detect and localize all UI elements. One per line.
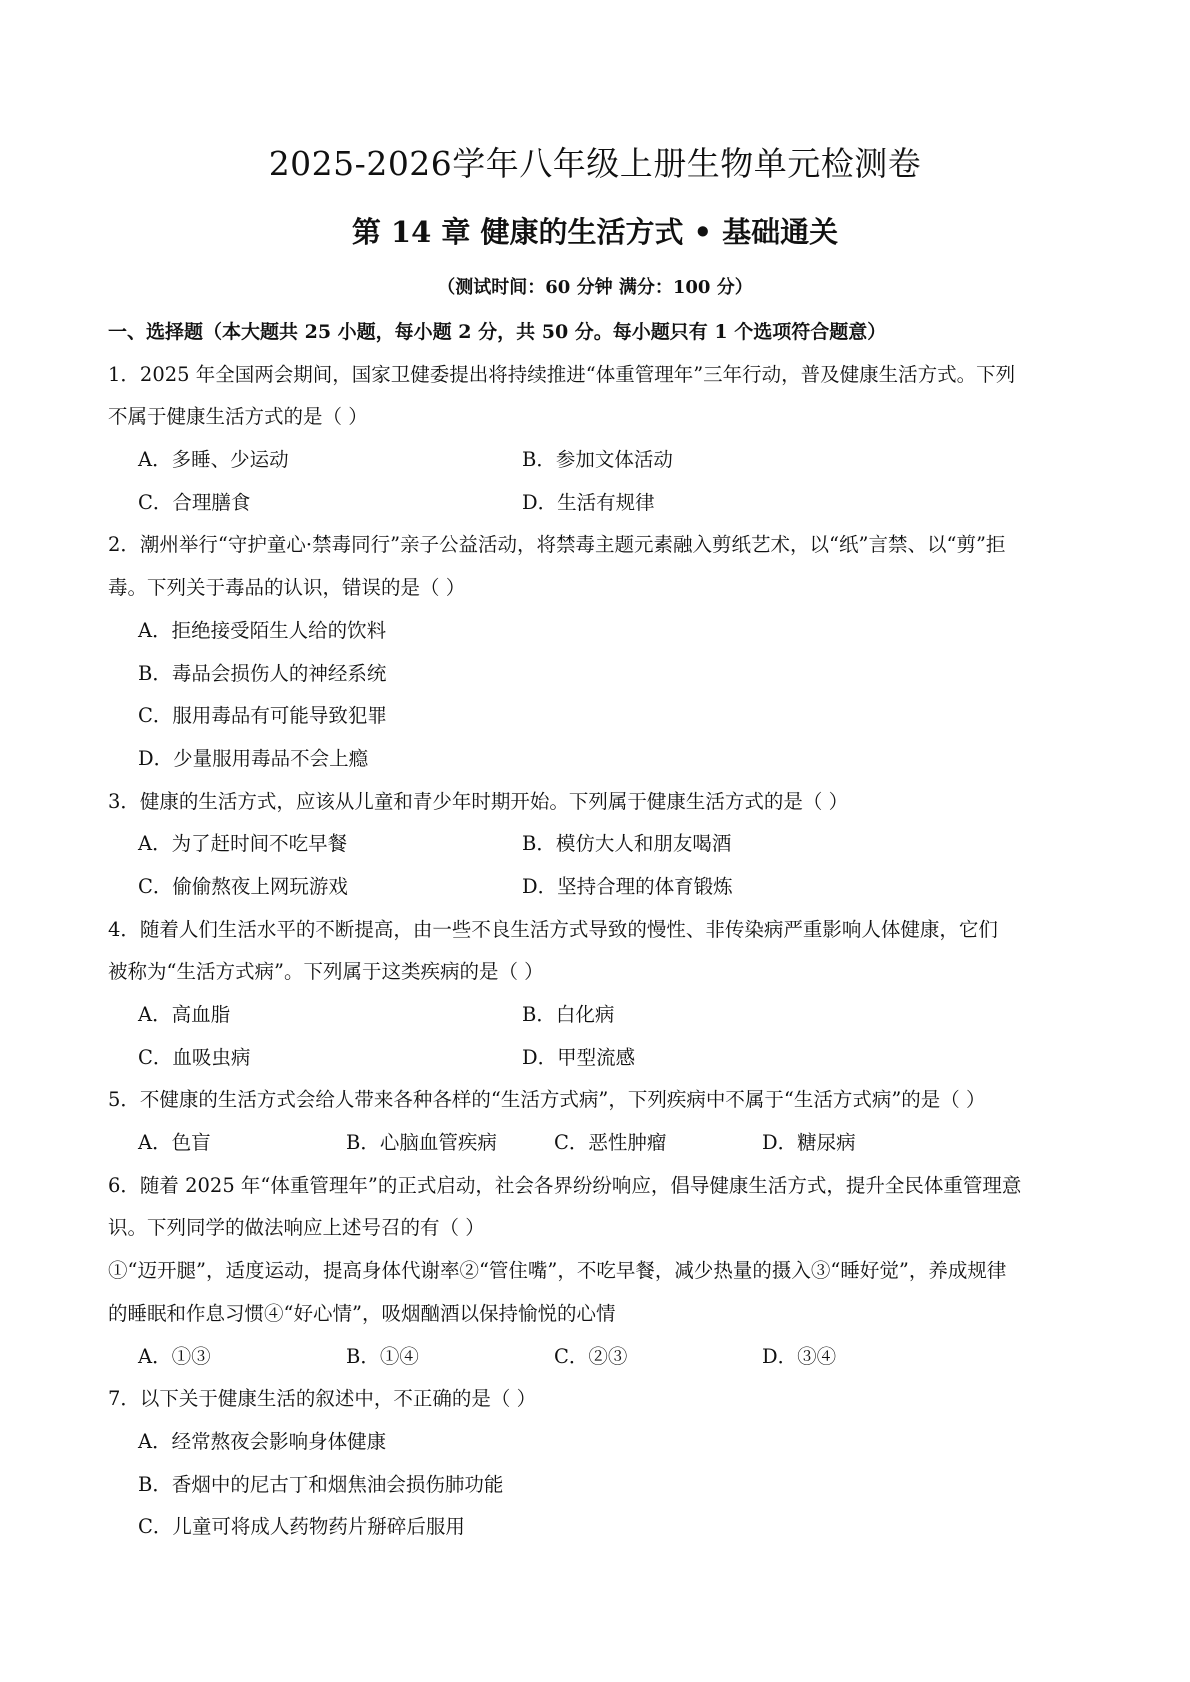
question-text: ①“迈开腿”，适度运动，提高身体代谢率②“管住嘴”，不吃早餐，减少热量的摄入③“睡好觉”，养成规律	[108, 1259, 1007, 1283]
question-text: 5．不健康的生活方式会给人带来各种各样的“生活方式病”，下列疾病中不属于“生活方式病”的是（ ）	[108, 1088, 986, 1112]
options-row	[108, 823, 1080, 866]
question-text: 不属于健康生活方式的是（ ）	[108, 405, 368, 429]
option-a[interactable]: A．拒绝接受陌生人给的饮料	[138, 618, 387, 642]
option-d[interactable]: D．甲型流感	[522, 1045, 636, 1069]
option-a[interactable]: A．为了赶时间不吃早餐	[138, 832, 348, 856]
option-c[interactable]: C．血吸虫病	[138, 1045, 251, 1069]
question-4	[108, 909, 1080, 1080]
question-list	[108, 311, 1080, 1549]
option-d[interactable]: D．糖尿病	[762, 1131, 856, 1155]
question-3	[108, 781, 1080, 909]
question-text: 3．健康的生活方式，应该从儿童和青少年时期开始。下列属于健康生活方式的是（ ）	[108, 789, 849, 813]
question-text: 毒。下列关于毒品的认识，错误的是（ ）	[108, 576, 466, 600]
section-heading: 一、选择题（本大题共 25 小题，每小题 2 分，共 50 分。每小题只有 1 个选项符合题意）	[108, 321, 887, 343]
question-5	[108, 1079, 1080, 1164]
options-row	[108, 1122, 1080, 1165]
question-text: 2．潮州举行“守护童心·禁毒同行”亲子公益活动，将禁毒主题元素融入剪纸艺术，以“纸”言禁、以“剪”拒	[108, 533, 1006, 557]
options-row	[108, 1336, 1080, 1379]
question-6	[108, 1165, 1080, 1378]
options-row	[108, 1037, 1080, 1080]
options-row	[108, 866, 1080, 909]
option-a[interactable]: A．高血脂	[138, 1003, 231, 1026]
option-c[interactable]: C．服用毒品有可能导致犯罪	[138, 704, 387, 728]
option-c[interactable]: C．合理膳食	[138, 490, 251, 514]
option-b[interactable]: B．模仿大人和朋友喝酒	[522, 832, 732, 856]
option-c[interactable]: C．儿童可将成人药物药片掰碎后服用	[138, 1515, 465, 1539]
chapter-subtitle: 第 14 章 健康的生活方式 • 基础通关	[351, 215, 839, 249]
test-info: （测试时间：60 分钟 满分：100 分）	[437, 277, 753, 298]
question-text: 6．随着 2025 年“体重管理年”的正式启动，社会各界纷纷响应，倡导健康生活方式，提升全民体重管理意	[108, 1173, 1022, 1197]
question-text: 被称为“生活方式病”。下列属于这类疾病的是（ ）	[108, 960, 544, 984]
option-a[interactable]: A．①③	[138, 1344, 211, 1368]
options-row	[108, 482, 1080, 525]
options-row	[108, 994, 1080, 1037]
question-7	[108, 1378, 1080, 1549]
option-a[interactable]: A．色盲	[138, 1131, 211, 1155]
option-b[interactable]: B．心脑血管疾病	[346, 1131, 497, 1155]
option-b[interactable]: B．白化病	[522, 1003, 615, 1026]
option-b[interactable]: B．香烟中的尼古丁和烟焦油会损伤肺功能	[138, 1472, 504, 1496]
option-d[interactable]: D．③④	[762, 1344, 837, 1368]
question-1	[108, 354, 1080, 525]
option-c[interactable]: C．恶性肿瘤	[554, 1131, 667, 1155]
question-text: 识。下列同学的做法响应上述号召的有（ ）	[108, 1216, 485, 1240]
option-d[interactable]: D．坚持合理的体育锻炼	[522, 874, 733, 898]
exam-title: 2025-2026学年八年级上册生物单元检测卷	[268, 144, 922, 183]
option-c[interactable]: C．偷偷熬夜上网玩游戏	[138, 874, 348, 898]
question-text: 7．以下关于健康生活的叙述中，不正确的是（ ）	[108, 1387, 537, 1411]
option-d[interactable]: D．生活有规律	[522, 490, 655, 514]
option-c[interactable]: C．②③	[554, 1344, 628, 1368]
question-text: 的睡眠和作息习惯④“好心情”，吸烟酗酒以保持愉悦的心情	[108, 1301, 616, 1325]
option-b[interactable]: B．毒品会损伤人的神经系统	[138, 661, 387, 685]
question-2	[108, 524, 1080, 780]
question-text: 4．随着人们生活水平的不断提高，由一些不良生活方式导致的慢性、非传染病严重影响人体健康，它们	[108, 917, 998, 941]
question-text: 1．2025 年全国两会期间，国家卫健委提出将持续推进“体重管理年”三年行动，普及健康生活方式。下列	[108, 362, 1016, 386]
option-b[interactable]: B．①④	[346, 1344, 419, 1368]
option-b[interactable]: B．参加文体活动	[522, 448, 673, 472]
options-row	[108, 439, 1080, 482]
option-a[interactable]: A．经常熬夜会影响身体健康	[138, 1429, 387, 1453]
option-d[interactable]: D．少量服用毒品不会上瘾	[138, 746, 369, 770]
option-a[interactable]: A．多睡、少运动	[138, 448, 289, 472]
